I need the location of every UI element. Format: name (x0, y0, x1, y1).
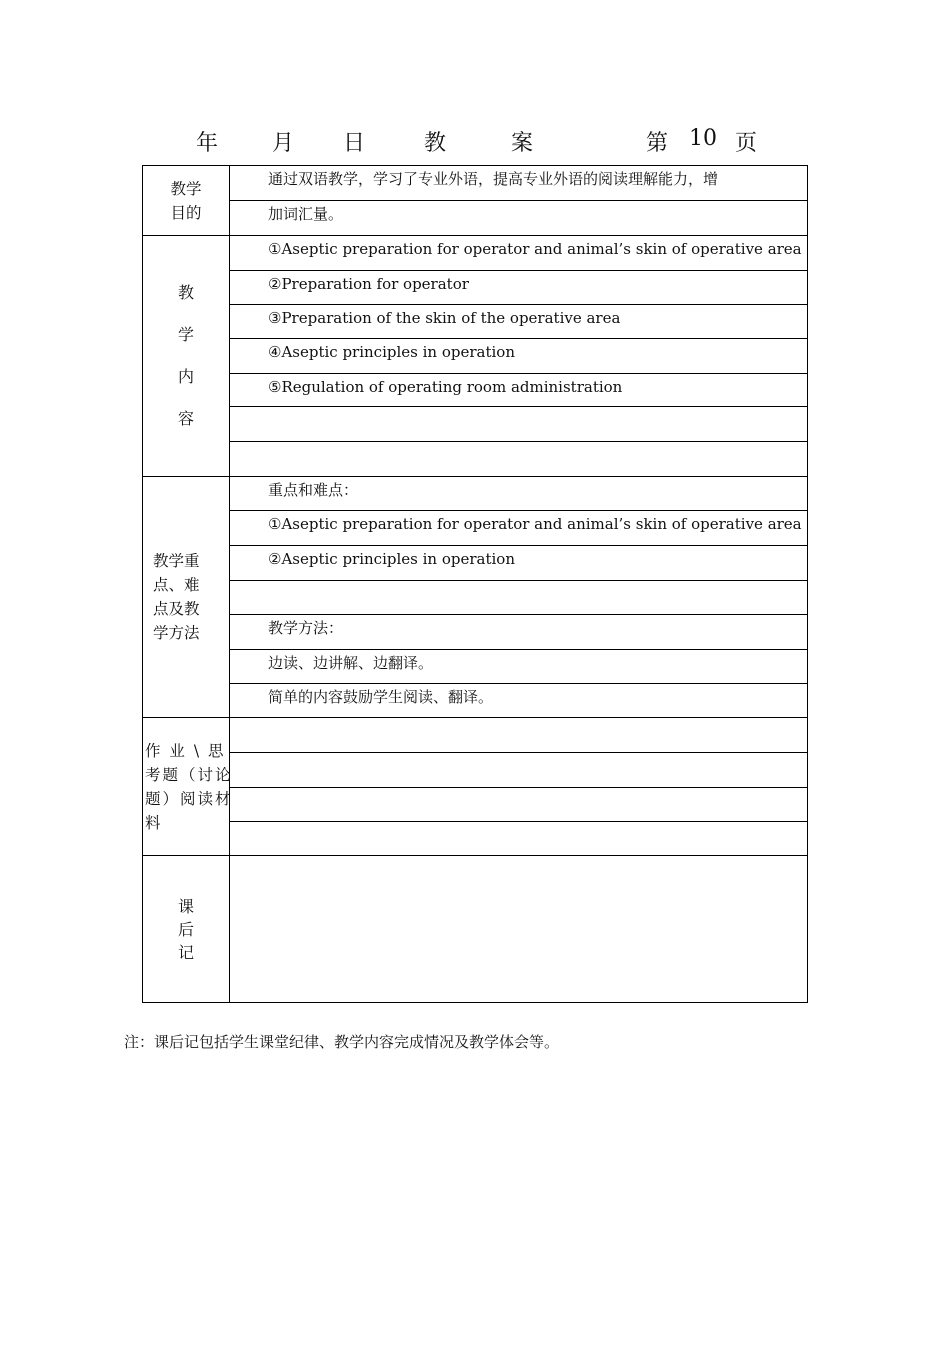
header-page-prefix: 第 (646, 131, 669, 156)
methods-line-3: ②Aseptic principles in operation (230, 546, 808, 581)
header-title-char-2: 案 (511, 131, 534, 156)
purpose-label-line-1: 教学 (170, 179, 202, 198)
homework-line-2 (230, 753, 808, 788)
header-page-suffix: 页 (735, 131, 758, 156)
content-line-4: ④Aseptic principles in operation (230, 339, 808, 374)
header-year: 年 (196, 131, 219, 156)
homework-label-line-1: 作 业 \ 思 (145, 741, 226, 760)
methods-line-7: 简单的内容鼓励学生阅读、翻译。 (230, 684, 808, 718)
methods-label-line-1: 教学重 (153, 552, 200, 570)
content-line-6 (230, 407, 808, 442)
afterword-label-char-1: 课 (177, 896, 194, 916)
content-line-5: ⑤Regulation of operating room administration (230, 374, 808, 407)
afterword-content (230, 856, 808, 1003)
methods-label (143, 477, 230, 718)
footnote: 注：课后记包括学生课堂纪律、教学内容完成情况及教学体会等。 (124, 1033, 560, 1051)
homework-label (143, 718, 233, 856)
homework-label-line-2: 考题（讨论 (145, 765, 233, 784)
methods-line-5: 教学方法： (230, 615, 808, 650)
purpose-label (143, 166, 230, 236)
purpose-line-1: 通过双语教学，学习了专业外语，提高专业外语的阅读理解能力，增 (230, 166, 808, 201)
methods-label-line-2: 点、难 (153, 576, 200, 594)
content-label-char-3: 内 (177, 367, 194, 386)
methods-label-line-3: 点及教 (153, 600, 200, 618)
methods-line-1: 重点和难点： (230, 477, 808, 511)
homework-line-3 (230, 788, 808, 822)
homework-line-1 (230, 718, 808, 753)
methods-line-4 (230, 581, 808, 615)
lesson-plan-table (142, 165, 808, 1003)
afterword-label-char-3: 记 (177, 942, 194, 962)
homework-label-line-4: 料 (145, 813, 163, 832)
header-page-number: 10 (689, 126, 717, 151)
header-month: 月 (272, 131, 295, 156)
homework-label-line-3: 题）阅读材 (145, 789, 233, 808)
purpose-line-2: 加词汇量。 (230, 201, 808, 236)
homework-line-4 (230, 822, 808, 856)
header-day: 日 (343, 131, 366, 156)
purpose-label-line-2: 目的 (170, 203, 202, 222)
content-label-char-2: 学 (177, 325, 194, 344)
content-line-7 (230, 442, 808, 477)
header-title-char-1: 教 (424, 131, 447, 156)
page-header (0, 126, 952, 156)
afterword-label (143, 856, 230, 1003)
content-label (143, 236, 230, 477)
content-label-char-1: 教 (177, 283, 194, 302)
afterword-label-char-2: 后 (177, 919, 194, 939)
content-line-1: ①Aseptic preparation for operator and animal’s skin of operative area (230, 236, 808, 271)
methods-line-6: 边读、边讲解、边翻译。 (230, 650, 808, 684)
methods-label-line-4: 学方法 (153, 624, 200, 642)
content-line-3: ③Preparation of the skin of the operative area (230, 305, 808, 339)
methods-line-2: ①Aseptic preparation for operator and animal’s skin of operative area (230, 511, 808, 546)
content-label-char-4: 容 (177, 409, 194, 428)
content-line-2: ②Preparation for operator (230, 271, 808, 305)
